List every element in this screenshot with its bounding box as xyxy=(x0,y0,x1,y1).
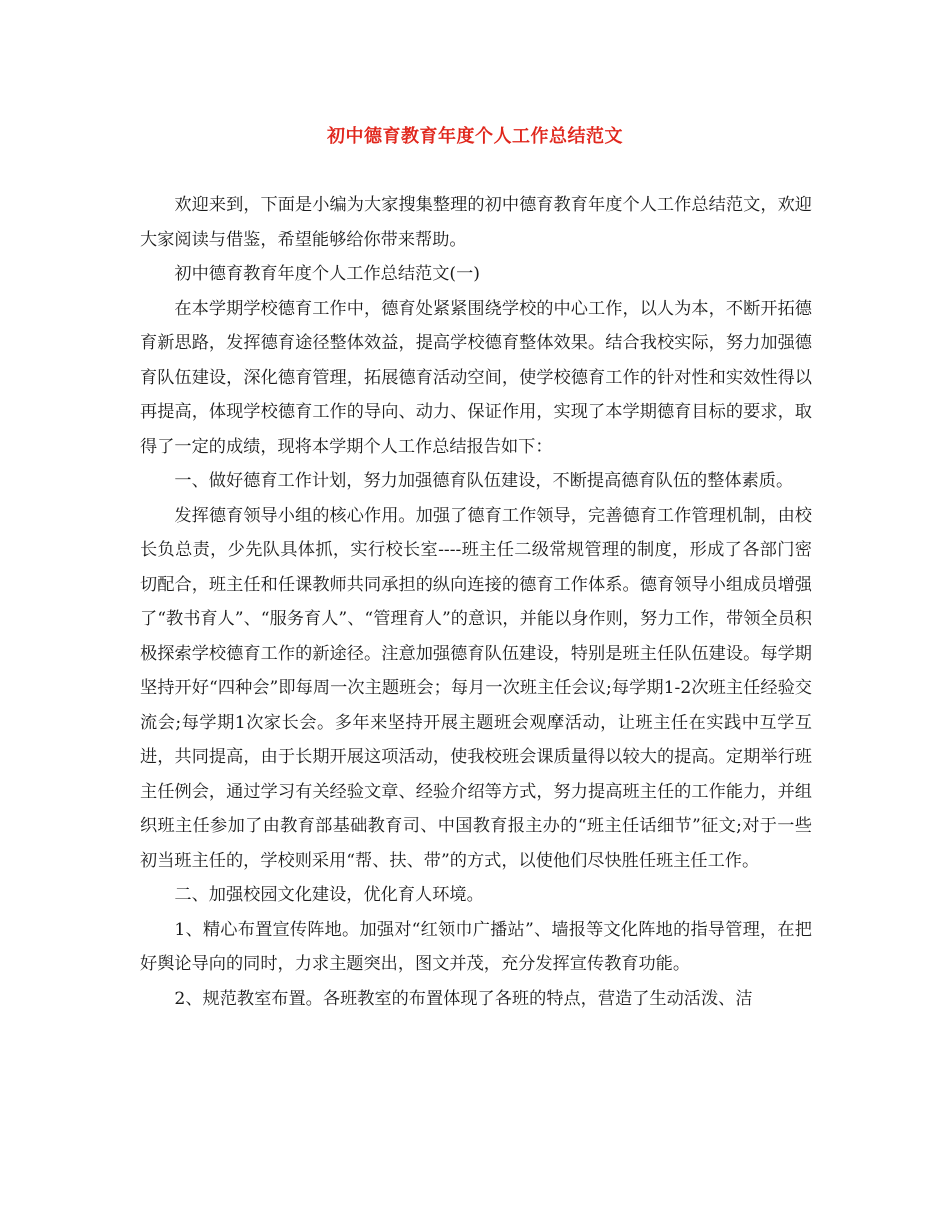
paragraph-intro: 欢迎来到，下面是小编为大家搜集整理的初中德育教育年度个人工作总结范文，欢迎大家阅读与借鉴，希望能够给你带来帮助。 xyxy=(140,195,812,250)
paragraph-section-2-item-1: 1、精心布置宣传阵地。加强对“红领巾广播站”、墙报等文化阵地的指导管理，在把好舆论导向的同时，力求主题突出，图文并茂，充分发挥宣传教育功能。 xyxy=(140,919,812,974)
document-body xyxy=(140,188,812,1016)
document-title: 初中德育教育年度个人工作总结范文 xyxy=(327,126,623,147)
paragraph-section-1-heading: 一、做好德育工作计划，努力加强德育队伍建设，不断提高德育队伍的整体素质。 xyxy=(174,471,794,491)
paragraph-overview: 在本学期学校德育工作中，德育处紧紧围绕学校的中心工作，以人为本，不断开拓德育新思路，发挥德育途径整体效益，提高学校德育整体效果。结合我校实际，努力加强德育队伍建设，深化德育管理，拓展德育活动空间，使学校德育工作的针对性和实效性得以再提高，体现学校德育工作的导向、动力、保证作用，实现了本学期德育目标的要求，取得了一定的成绩，现将本学期个人工作总结报告如下： xyxy=(140,298,812,457)
paragraph-section-2-item-2: 2、规范教室布置。各班教室的布置体现了各班的特点，营造了生动活泼、洁 xyxy=(174,988,753,1009)
paragraph-subtitle: 初中德育教育年度个人工作总结范文(一) xyxy=(174,264,480,284)
paragraph-section-2-heading: 二、加强校园文化建设，优化育人环境。 xyxy=(174,885,484,905)
paragraph-section-1-body: 发挥德育领导小组的核心作用。加强了德育工作领导，完善德育工作管理机制，由校长负总责，少先队具体抓，实行校长室----班主任二级常规管理的制度，形成了各部门密切配合，班主任和任课教师共同承担的纵向连接的德育工作体系。德育领导小组成员增强了“教书育人”、“服务育人”、“管理育人”的意识，并能以身作则，努力工作，带领全员积极探索学校德育工作的新途径。注意加强德育队伍建设，特别是班主任队伍建设。每学期坚持开好“四种会”即每周一次主题班会；每月一次班主任会议;每学期1-2次班主任经验交流会;每学期1次家长会。多年来坚持开展主题班会观摩活动，让班主任在实践中互学互进，共同提高，由于长期开展这项活动，使我校班会课质量得以较大的提高。定期举行班主任例会，通过学习有关经验文章、经验介绍等方式，努力提高班主任的工作能力，并组织班主任参加了由教育部基础教育司、中国教育报主办的“班主任话细节”征文;对于一些初当班主任的，学校则采用“帮、扶、带”的方式，以使他们尽快胜任班主任工作。 xyxy=(140,505,812,871)
